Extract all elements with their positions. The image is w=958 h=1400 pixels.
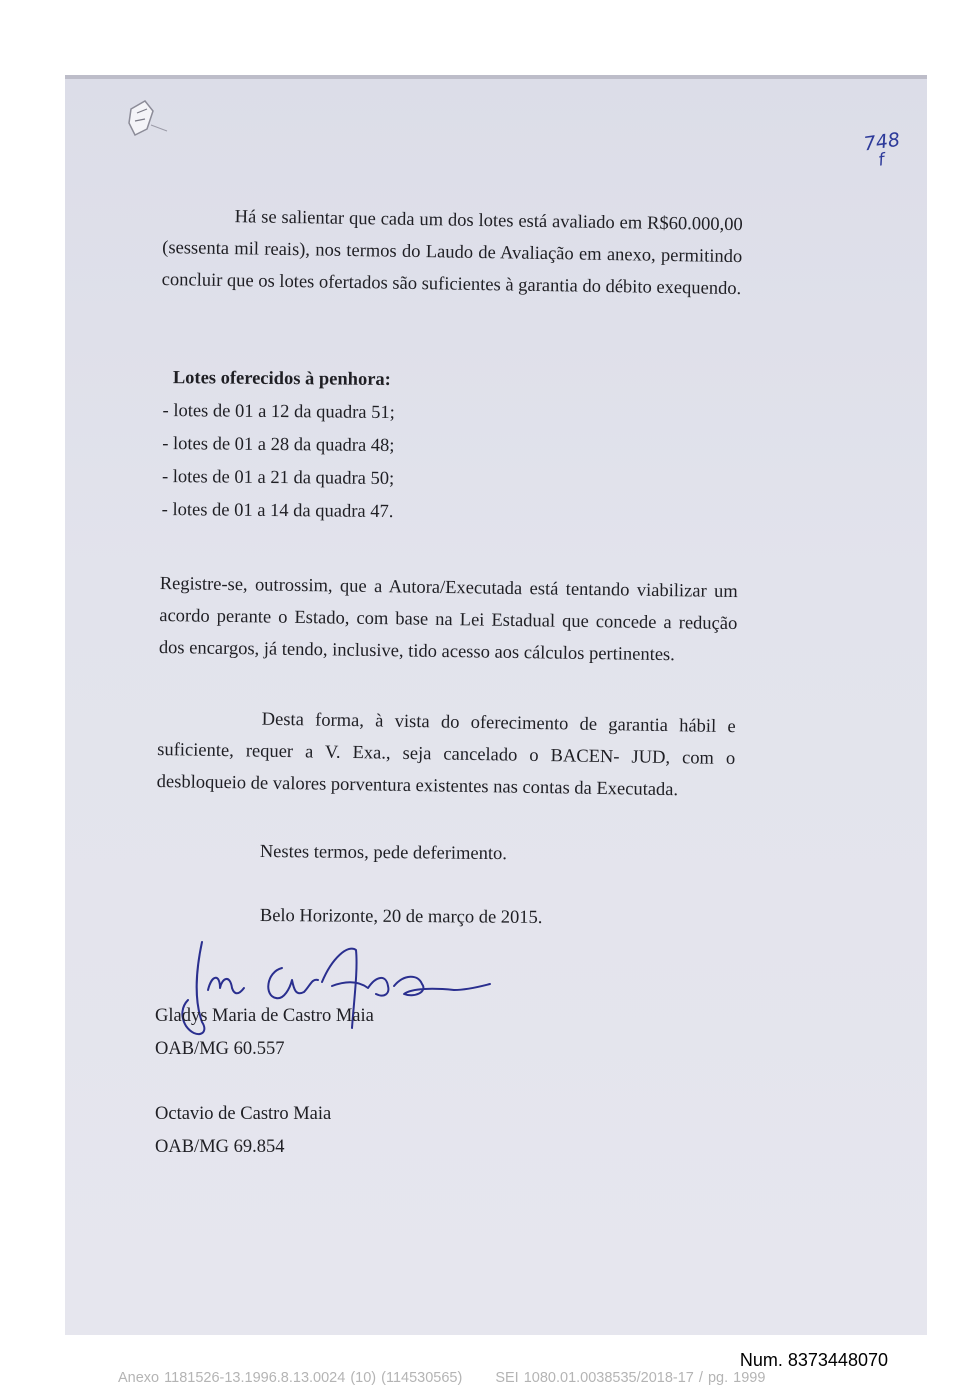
paragraph-evaluation-text: Há se salientar que cada um dos lotes está avaliado em R$60.000,00 (sessenta mil reais), nos termos do Laudo de Avaliação em anexo, permitindo concluir que os lotes ofertados são suficientes à garantia do débito exequendo.: [161, 207, 743, 300]
signatory-oab: OAB/MG 69.854: [155, 1137, 285, 1157]
paragraph-request-text: Desta forma, à vista do oferecimento de garantia hábil e suficiente, requer a V. Exa., seja cancelado o BACEN- JUD, com o desbloqueio de valores porventura existentes nas contas da Executada.: [156, 709, 736, 801]
paragraph-agreement: [159, 568, 738, 672]
annex-reference: Anexo 1181526-13.1996.8.13.0024 (10) (114530565): [118, 1370, 463, 1386]
lots-list: [162, 362, 563, 530]
signatory-2: [155, 1098, 535, 1164]
paragraph-agreement-text: Registre-se, outrossim, que a Autora/Executada está tentando viabilizar um acordo perante o Estado, com base na Lei Estadual que concede a redução dos encargos, já tendo, inclusive, tido acesso aos cálculos pertinentes.: [158, 573, 738, 666]
lot-item: - lotes de 01 a 12 da quadra 51;: [162, 400, 395, 424]
paragraph-evaluation: [161, 200, 742, 305]
lot-item: - lotes de 01 a 21 da quadra 50;: [161, 466, 395, 490]
page-folio: [862, 128, 904, 172]
lot-item: - lotes de 01 a 14 da quadra 47.: [161, 499, 394, 523]
signatory-oab: OAB/MG 60.557: [155, 1039, 285, 1059]
document-number: Num. 8373448070: [739, 1350, 888, 1370]
paragraph-request: [156, 702, 735, 807]
sei-reference: SEI 1080.01.0038535/2018-17 / pg. 1999: [495, 1370, 766, 1386]
staple-mark: [123, 95, 183, 145]
closing-line: Nestes termos, pede deferimento.: [259, 841, 508, 865]
lots-heading: Lotes oferecidos à penhora:: [172, 368, 391, 390]
signatory-1: [155, 1000, 535, 1066]
folio-mark: f: [876, 150, 886, 171]
folio-number: 748: [862, 128, 902, 156]
footer-metadata: [118, 1370, 793, 1386]
signatory-name: Octavio de Castro Maia: [155, 1104, 332, 1124]
lot-item: - lotes de 01 a 28 da quadra 48;: [162, 433, 395, 457]
scan-edge: [65, 75, 927, 79]
date-line: Belo Horizonte, 20 de março de 2015.: [259, 905, 543, 928]
signatory-name: Gladys Maria de Castro Maia: [155, 1006, 374, 1026]
